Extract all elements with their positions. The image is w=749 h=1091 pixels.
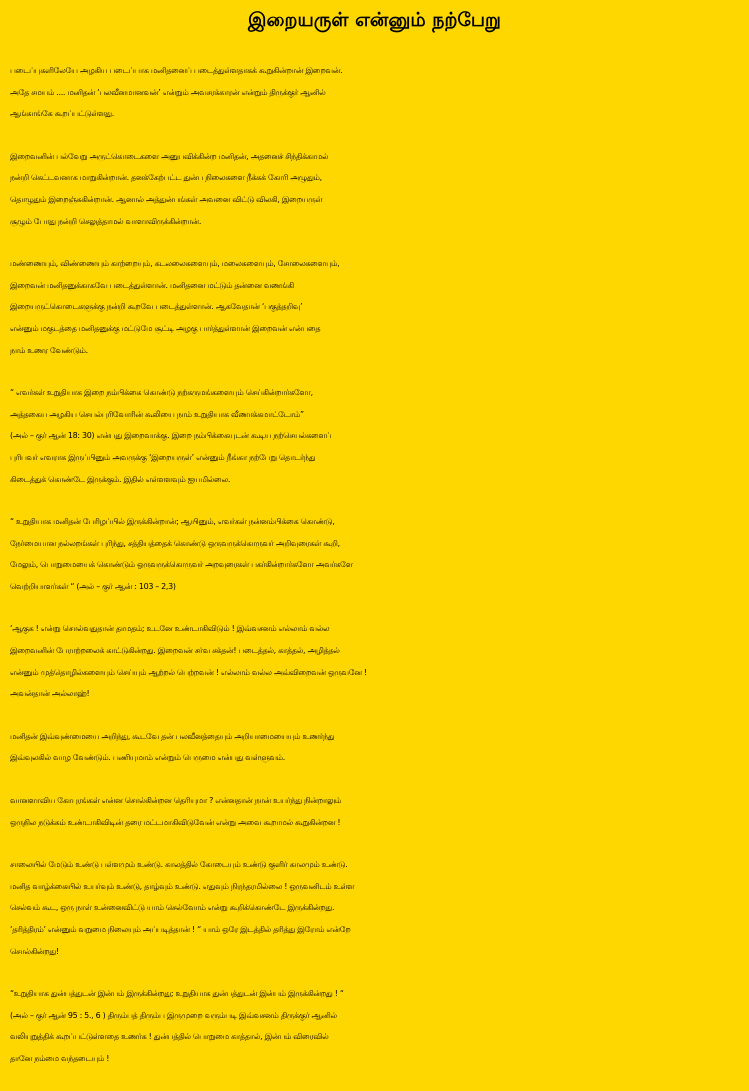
text-line: இறைவனின் பேராற்றலைக் காட்டுகின்றது. இறைவன் சர்வ சக்தன்! படைத்தல், காத்தல், அழித்தல் (10, 646, 340, 656)
text-line: படைப்புகளிலேயே அழகிய படைப்பாக மனிதனைப் படைத்துள்ளதாகக் கூறுகின்றான் இறைவன். (10, 66, 343, 75)
text-line: அவன்தான் அல்லாஹ்! (10, 689, 90, 699)
text-line: மண்ணையும், விண்ணையும் காற்றையும், கடலலைகளையும், மலைகளையும், சோலைகளையும், (10, 259, 340, 269)
text-line: தானே நம்மை வந்தடையும் ! (10, 1053, 110, 1063)
text-line: இறையருட்கொடைகளுக்கு நன்றி கூறவே படைத்துள்ளான். ஆகவேதான் ‘பகுத்தறிவு’ (10, 302, 303, 312)
text-line: இறைவன் மனிதனுக்காகவே படைத்துள்ளான். மனிதனை மட்டும் தன்னை வணங்கி (10, 280, 294, 290)
paragraph (10, 146, 745, 232)
text-line: கிடைத்துக் கொண்டே இருக்கும். இதில் எள்ளளவும் ஐயமில்லை. (10, 474, 231, 484)
text-line: நாம் உணர வேண்டும். (10, 345, 88, 355)
text-line: இறைவனின் பல்வேறு அருட்கொடைகளை அனுபவிக்கின்ற மனிதன், அதனைச் சிந்திக்காமல் (10, 151, 329, 161)
text-line: சொல்கின்றது! (10, 946, 59, 956)
page-title: இறையருள் என்னும் நற்பேறு (248, 9, 501, 31)
document-body (10, 60, 745, 1091)
paragraph (10, 60, 745, 125)
text-line: இவ்வுலகில் வாழ வேண்டும். பணியுமாம் என்றும் பெருமை என்பது வள்ளுவம். (10, 753, 285, 763)
paragraph (10, 253, 745, 361)
text-line: சூழும் போது நன்றி செலுத்தாமல் வாளாவிருக்கின்றான். (10, 216, 202, 226)
text-line: அதே சமயம் .... மனிதன் ‘பலவீனமானவன்’ என்றும் அவசரக்காரன் என்றும் திருக்குர் ஆனில் (10, 87, 326, 97)
text-line: “ உறுதியாக மனிதன் பேரிழப்பில் இருக்கின்றான்; ஆயினும், எவர்கள் நன்னம்பிக்கை கொண்டு, (10, 517, 335, 527)
paragraph (10, 382, 745, 490)
text-line: மனித வாழ்க்கையில் உயர்வும் உண்டு, தாழ்வும் உண்டு. எதுவும் நிரந்தரமில்லை ! ஒருவனிடம் உள்ள (10, 881, 355, 891)
text-line: நேர்மையான நல்லறங்கள் புரிந்து, சத்தியத்தைக் கொண்டு ஒருவருக்கொருவர் அறிவுரைகள் கூறி, (10, 538, 340, 548)
text-line: வலியுறுத்திக் கூறப்பட்டுள்ளதை உணர்க ! துன்பத்தில் பொறுமை காத்தால், இன்பம் விரைவில் (10, 1032, 329, 1042)
text-line: என்னும் மகுடத்தை மனிதனுக்கு மட்டுமே சூட்டி அழகு பார்த்துள்ளான் இறைவன் என்பதை (10, 323, 321, 333)
paragraph (10, 726, 745, 769)
text-line: அத்தகைய அழகிய செயல்புரிவோரின் கூலியை நாம் உறுதியாக வீணாக்கமாட்டோம்” (10, 409, 304, 419)
text-line: தொழுதும் இறைஞ்சுகின்றான். ஆனால் அத்துன்பங்கள் அவனை விட்டு விலகி, இறையருள் (10, 194, 323, 204)
text-line: என்னும் முத்தொழில்களையும் செய்யும் ஆற்றல் பெற்றவன் ! எல்லாம் வல்ல அவ்விறைவன் ஒருவனே ! (10, 667, 367, 677)
text-line: மேலும், பொறுமையைக் கொண்டும் ஒருவருக்கொருவர் அறவுரைகள் பகர்கின்றார்களோ அவர்களே (10, 560, 353, 570)
paragraph (10, 983, 745, 1069)
text-line: ‘தரித்திரம்’ என்னும் வறுமை நிலையும் அப்படித்தான் ! “ யாம் ஒரே இடத்தில் தரித்து இரோம் என்றே (10, 925, 351, 934)
paragraph (10, 511, 745, 597)
text-line: “உறுதியாக துன்பத்துடன் இன்பம் இருக்கின்றது; உறுதியாக துன்பத்துடன் இன்பம் இருக்கின்றது ! “ (10, 989, 344, 999)
paragraph (10, 854, 745, 962)
text-line: மனிதன் இவ்வுண்மையை அறிந்து, கூடவே தன் பலவீனத்தையும் அறியாமையையும் உணர்ந்து (10, 731, 335, 741)
text-line: செல்வம் கூட, ஒரு நாள் உன்னைவிட்டு யாம் செல்வோம் என்று கூறிக்கொண்டே இருக்கின்றது. (10, 903, 335, 913)
paragraph (10, 618, 745, 704)
text-line: (அல் – குர் ஆன் 95 : 5., 6 ) திரும்பத் திரும்ப இருமுறை வரும்படி இவ்வசனம் திருக்குர் ஆனில் (10, 1010, 337, 1020)
text-line: ஒருநில நடுக்கம் உண்டாகிவிடின் தரை மட்டமாகிவிடுவேன் என்று அவை கூறாமல் கூறுகின்றன ! (10, 817, 341, 827)
text-line: ‘ஆகுக ! என்று சொல்வதுதான் தாமதம்; உடனே உண்டாகிவிடும் ! இவ்வசனம் எல்லாம் வல்ல (10, 624, 330, 634)
text-line: புரிபவர் எவராக இருப்பினும் அவருக்கு ‘இறையருள்’ என்னும் நீங்கா நற்பேறு தொடர்ந்து (10, 452, 316, 462)
paragraph (10, 790, 745, 833)
text-line: வானளாவிய கோபுரங்கள் என்ன சொல்கின்றன தெரியுமா ? என்னதான் நான் உயர்ந்து நின்றாலும் (10, 796, 341, 806)
text-line: “ எவர்கள் உறுதியாக இறை நம்பிக்கை கொண்டு நற்கருமங்களையும் செய்கின்றார்களோ, (10, 388, 313, 398)
text-line: வெற்றியாளர்கள் “ (அல் – குர் ஆன் : 103 – 2,3) (10, 581, 176, 591)
text-line: சாலையில் மேடும் உண்டு பள்ளமும் உண்டு. காலத்தில் கோடையும் உண்டு குளிர் காலமும் உண்டு. (10, 860, 348, 870)
text-line: நன்றி கெட்டவனாக மாறுகின்றான். தனக்கேற்பட்ட துன்ப நிலைகளை நீக்கக் கோரி அழுதும், (10, 173, 322, 183)
text-line: ஆங்காங்கே கூறப்பட்டுள்ளது. (10, 109, 114, 119)
text-line: (அல் – குர் ஆன் 18: 30) என்பது இறைவாக்கு. இறை நம்பிக்கையுடன் கூடிய நற்செயல்களைப் (10, 431, 332, 441)
